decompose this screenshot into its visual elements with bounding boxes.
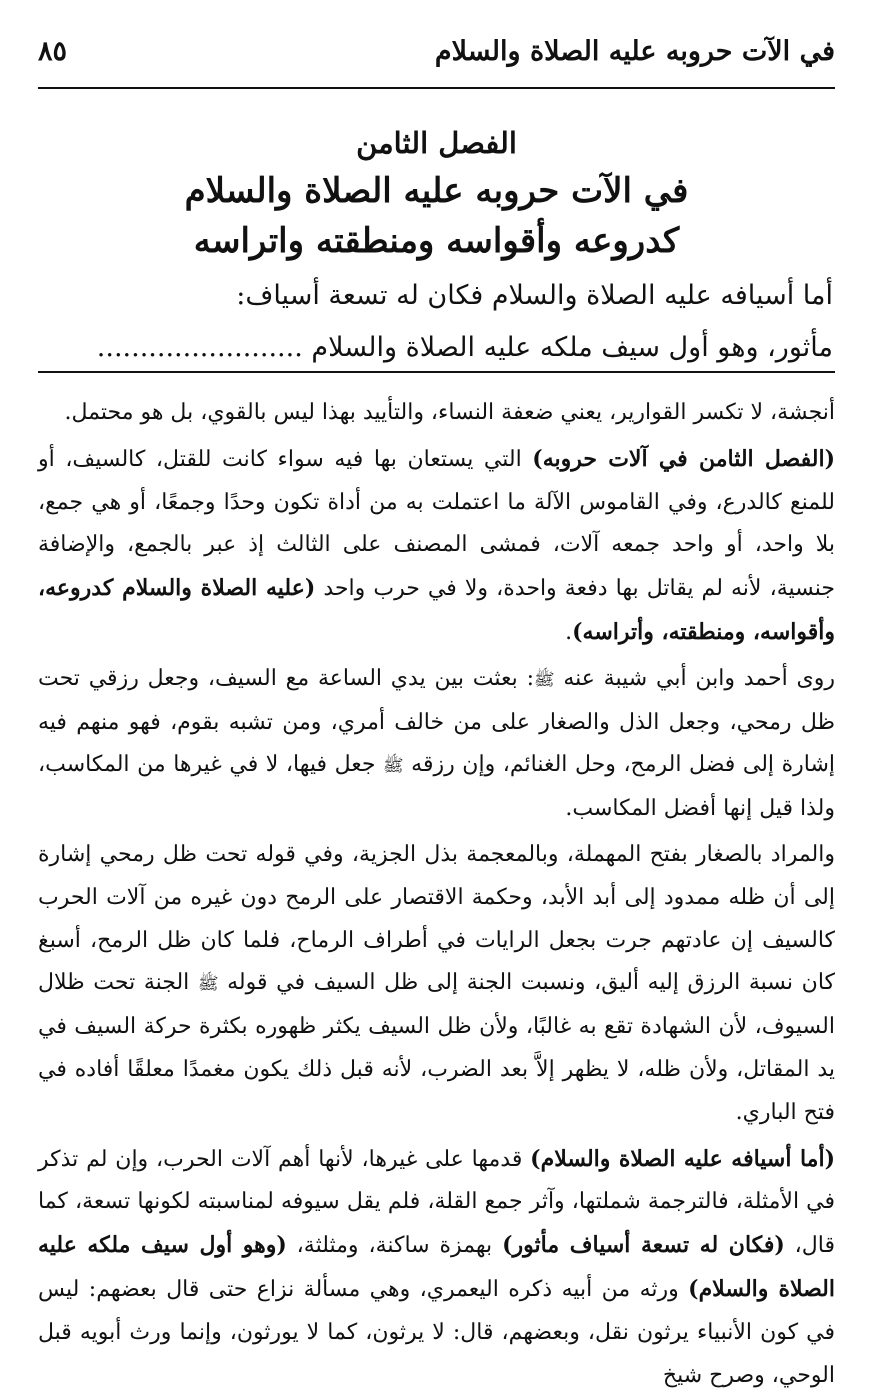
page-header xyxy=(38,28,835,84)
commentary-paragraph-4 xyxy=(38,834,835,1135)
chapter-heading xyxy=(40,120,833,266)
bold-quote: (عليه الصلاة والسلام كدروعه، وأقواسه، ومنطقته، وأتراسه) xyxy=(38,575,835,645)
paragraph-text: قدمها على غيرها، لأنها أهم آلات الحرب، وإن لم تذكر في الأمثلة، فالترجمة شملتها، وآثر جمع القلة، فلم يقل سيوفه لمناسبته لكونها تسعة، كما قال، xyxy=(38,1146,835,1259)
paragraph-text: والمراد بالصغار بفتح المهملة، وبالمعجمة بذل الجزية، وفي قوله تحت ظل رمحي إشارة إلى أن ظله ممدود إلى أبد الأبد، وحكمة الاقتصار على الرمح دون غيره من آلات الحرب كالسيف إن عادتهم جرت بجعل الرايات في أطراف الرماح، فلما كان ظل الرمح، أسبغ كان نسبة الرزق إليه أليق، ونسبت الجنة إلى ظل السيف في قوله xyxy=(38,841,835,996)
main-text-line-1: أما أسيافه عليه الصلاة والسلام فكان له تسعة أسياف: xyxy=(236,280,833,311)
commentary-paragraph-2 xyxy=(38,438,835,655)
separator-rule xyxy=(38,371,835,373)
header-rule xyxy=(38,87,835,89)
commentary xyxy=(38,392,835,1397)
paragraph-text: بهمزة ساكنة، ومثلثة، xyxy=(286,1233,503,1259)
paragraph-text: روى أحمد وابن أبي شيبة عنه xyxy=(554,665,835,691)
salla-symbol: ﷺ xyxy=(533,669,555,690)
ellipsis-dots: ........................ xyxy=(96,332,303,363)
paragraph-text: التي يستعان بها فيه سواء كانت للقتل، كالسيف، أو للمنع كالدرع، وفي القاموس الآلة ما اعتملت به من أداة تكون وحدًا وجمعًا، أو هي جمع، بلا واحد، أو واحد جمعه آلات، فمشى المصنف على الثالث إذ عبر بالجمع، والإضافة جنسية، لأنه لم يقاتل بها دفعة واحدة، ولا في حرب واحد xyxy=(38,446,835,602)
commentary-paragraph-1: أنجشة، لا تكسر القوارير، يعني ضعفة النساء، والتأييد بهذا ليس بالقوي، بل هو محتمل. xyxy=(64,400,835,425)
salla-symbol: ﷺ xyxy=(197,974,219,995)
paragraph-text: . xyxy=(565,619,573,645)
paragraph-text: : بعثت بين يدي الساعة مع السيف، وجعل رزقي تحت ظل رمحي، وجعل الذل والصغار على من خالف أمري، ومن تشبه بقوم، فهو منهم فيه إشارة إلى فضل الرمح، وحل الغنائم، وإن رزقه xyxy=(38,665,836,778)
paragraph-text: الجنة تحت ظلال السيوف، لأن الشهادة تقع به غالبًا، ولأن ظل السيف يكثر ظهوره بكثرة حركة السيف في يد المقاتل، ولأن ظله، لا يظهر إلاَّ بعد الضرب، لأنه قبل ذلك يكون مغمدًا معلقًا أفاده في فتح الباري. xyxy=(38,970,835,1125)
bold-quote: (وهو أول سيف ملكه عليه الصلاة والسلام) xyxy=(38,1232,835,1302)
chapter-title-line-2: كدروعه وأقواسه ومنطقته واتراسه xyxy=(193,221,680,261)
paragraph-text: جعل فيها، لا في غيرها من المكاسب، ولذا قيل إنها أفضل المكاسب. xyxy=(38,752,835,822)
commentary-paragraph-3 xyxy=(38,658,835,831)
paragraph-text: ورثه من أبيه ذكره اليعمري، وهي مسألة نزاع حتى قال بعضهم: ليس في كون الأنبياء يرثون نقل، وبعضهم، قال: لا يرثون، كما لا يورثون، وإنما ورث أبويه قبل الوحي، وصرح شيخ xyxy=(38,1276,835,1388)
running-title: في الآت حروبه عليه الصلاة والسلام xyxy=(434,36,835,67)
main-text xyxy=(40,270,833,374)
commentary-paragraph-5 xyxy=(38,1138,835,1397)
chapter-title-line-1: في الآت حروبه عليه الصلاة والسلام xyxy=(184,171,689,211)
bold-quote: (الفصل الثامن في آلات حروبه) xyxy=(532,445,835,472)
salla-symbol: ﷺ xyxy=(383,756,404,777)
bold-quote: (أما أسيافه عليه الصلاة والسلام) xyxy=(530,1145,835,1172)
bold-quote: (فكان له تسعة أسياف مأثور) xyxy=(502,1232,785,1259)
main-text-line-2-text: مأثور، وهو أول سيف ملكه عليه الصلاة والسلام xyxy=(311,332,833,363)
main-text-line-2 xyxy=(40,322,833,374)
chapter-label: الفصل الثامن xyxy=(356,126,517,160)
page-number: ٨٥ xyxy=(38,36,68,67)
